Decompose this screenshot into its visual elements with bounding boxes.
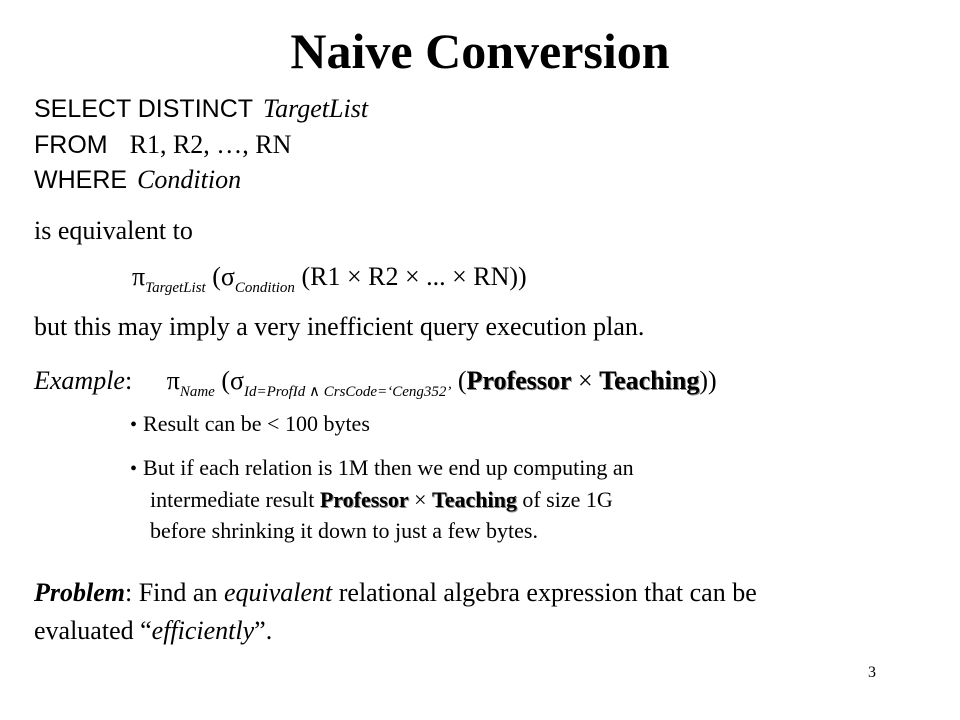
example-projection-symbol: π	[166, 366, 180, 395]
selection-subscript: Condition	[234, 280, 295, 296]
open-paren: (	[205, 262, 221, 291]
sql-where-line	[34, 165, 241, 195]
slide-title: Naive Conversion	[290, 23, 670, 79]
example-colon: :	[124, 366, 133, 395]
bullet-text-line1: But if each relation is 1M then we end up computing an	[143, 455, 634, 480]
relation-teaching: Teaching	[599, 366, 700, 395]
inline-relation-teaching: Teaching	[432, 487, 517, 512]
example-line	[34, 366, 717, 400]
problem-equivalent: equivalent	[223, 578, 333, 607]
equivalence-intro: is equivalent to	[34, 216, 193, 245]
relational-algebra-expression	[132, 262, 527, 296]
example-projection-subscript: Name	[179, 384, 215, 400]
sql-from-arg: R1, R2, …, RN	[129, 130, 292, 159]
problem-text-3: evaluated “	[34, 616, 152, 645]
example-selection-subscript: Id=ProfId ∧ CrsCode=‘Ceng352’	[244, 384, 452, 400]
projection-subscript: TargetList	[145, 280, 206, 296]
projection-symbol: π	[132, 262, 146, 291]
example-label: Example	[34, 366, 125, 395]
problem-text-4: ”.	[254, 616, 273, 645]
problem-line1	[34, 578, 757, 608]
sql-where-arg: Condition	[137, 165, 242, 194]
bullet-intermediate-line2	[150, 487, 613, 513]
sql-where-keyword: WHERE	[34, 166, 128, 194]
cartesian-product: (R1 × R2 × ... × RN))	[294, 262, 527, 291]
sql-select-arg: TargetList	[263, 94, 369, 123]
problem-efficiently: efficiently	[151, 616, 255, 645]
bullet-text: Result can be < 100 bytes	[143, 411, 370, 436]
inline-times-symbol: ×	[408, 487, 433, 512]
bullet-intermediate	[130, 455, 634, 481]
sql-from-keyword: FROM	[34, 131, 108, 159]
selection-symbol: σ	[220, 262, 235, 291]
relation-professor: Professor	[466, 366, 572, 395]
problem-text: : Find an	[125, 578, 224, 607]
inefficiency-note: but this may imply a very inefficient query execution plan.	[34, 312, 645, 341]
sql-select-line	[34, 94, 368, 124]
example-close-paren: ))	[699, 366, 717, 395]
bullet-intermediate-line3: before shrinking it down to just a few bytes.	[150, 518, 538, 543]
problem-label: Problem	[34, 578, 125, 607]
inline-relation-professor: Professor	[319, 487, 409, 512]
example-selection-symbol: σ	[230, 366, 245, 395]
times-symbol: ×	[571, 366, 600, 395]
problem-line2	[34, 616, 272, 646]
bullet-dot: •	[130, 414, 138, 436]
bullet-text-line2: intermediate result	[150, 487, 320, 512]
bullet-result-size	[130, 411, 370, 437]
example-open-paren: (	[214, 366, 231, 395]
sql-from-line	[34, 130, 291, 160]
page-number: 3	[868, 664, 876, 681]
sql-select-keyword: SELECT DISTINCT	[34, 95, 254, 123]
problem-text-2: relational algebra expression that can be	[332, 578, 757, 607]
example-paren: (	[451, 366, 467, 395]
bullet-dot: •	[130, 458, 138, 480]
bullet-text-size: of size 1G	[516, 487, 613, 512]
